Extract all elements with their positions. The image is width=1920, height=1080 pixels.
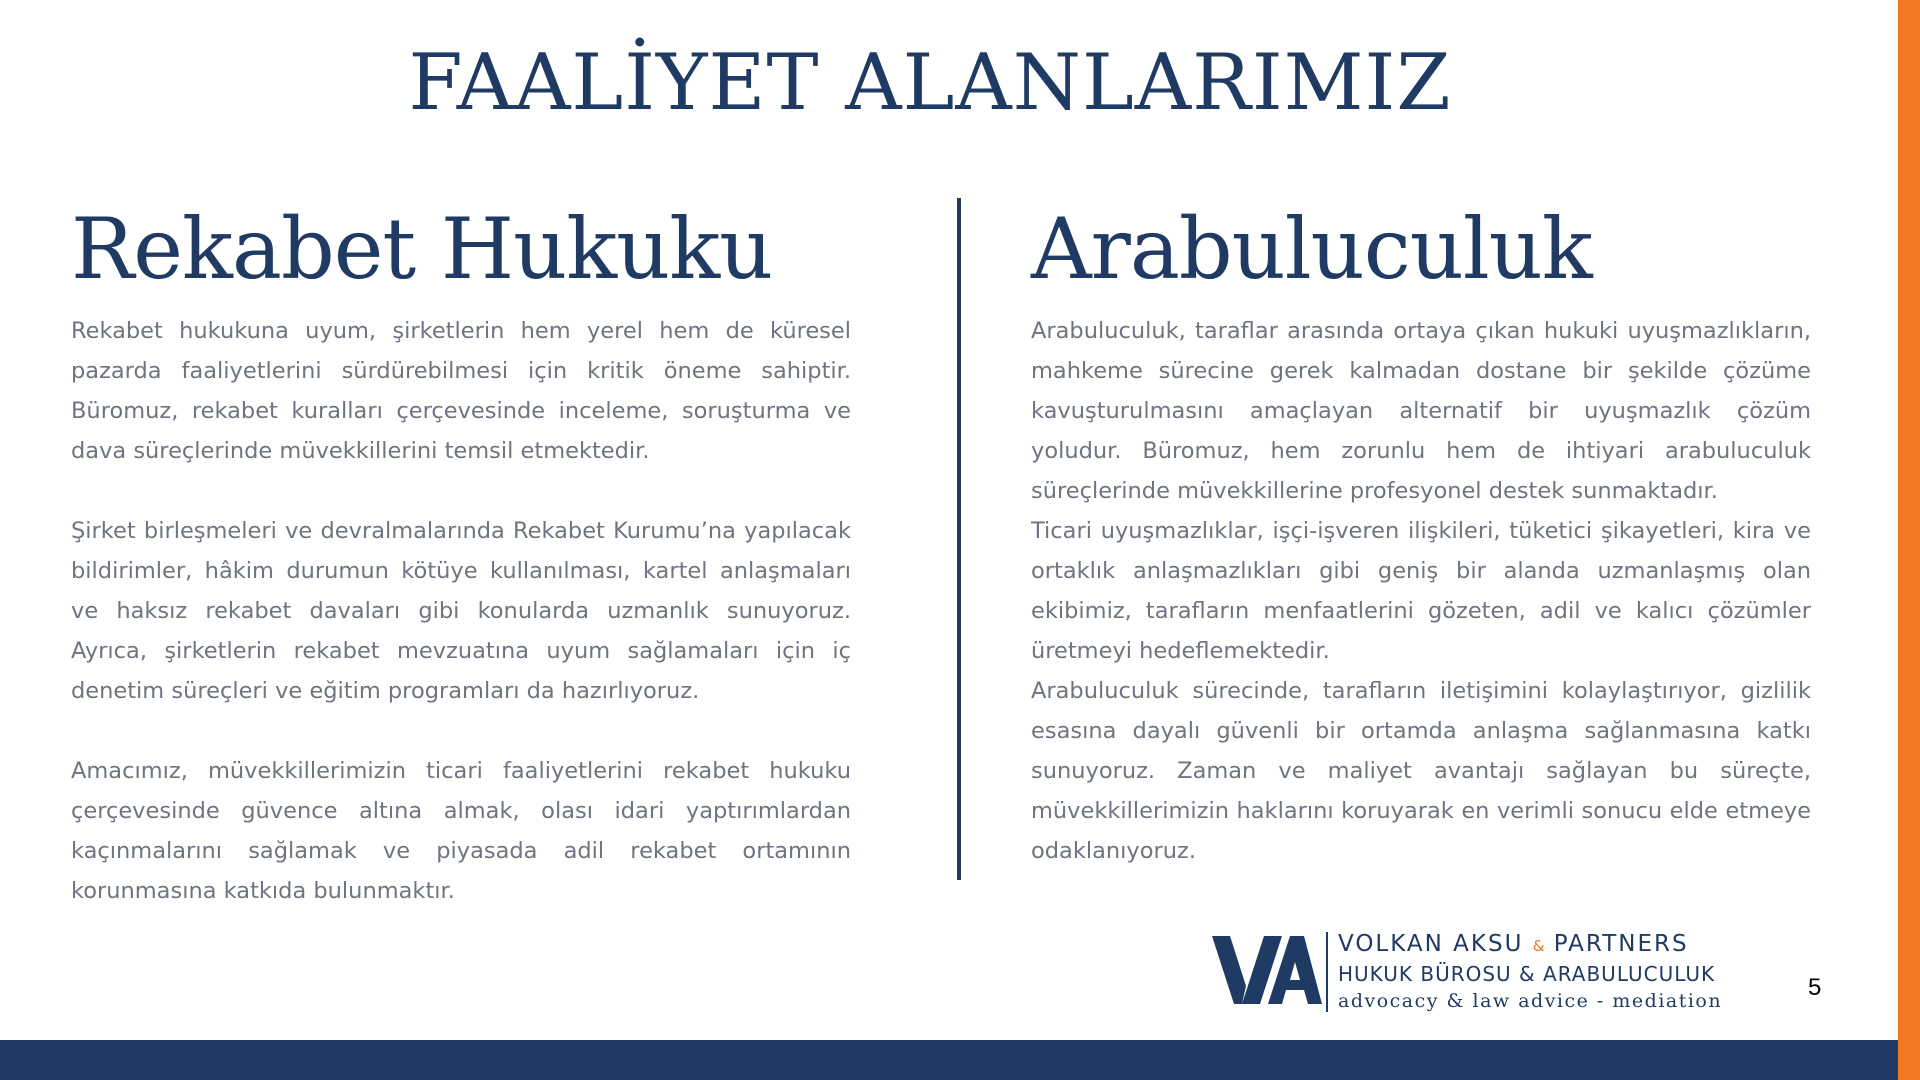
left-paragraph-2: Şirket birleşmeleri ve devralmalarında Rekabet Kurumu’na yapılacak bildirimler, hâkim durumun kötüye kullanılması, kartel anlaşmaları ve haksız rekabet davaları gibi konularda uzmanlık sunuyoruz. Ayrıca, şirketlerin rekabet mevzuatına uyum sağlamaları için iç denetim süreçleri ve eğitim programları da hazırlıyoruz. xyxy=(71,518,851,705)
right-paragraph-3: Arabuluculuk sürecinde, tarafların iletişimini kolaylaştırıyor, gizlilik esasına dayalı güvenli bir ortamda anlaşma sağlanmasına katkı sunuyoruz. Zaman ve maliyet avantajı sağlayan bu süreçte, müvekkillerimizin haklarını koruyarak en verimli sonucu elde etmeye odaklanıyoruz. xyxy=(1031,678,1811,865)
right-column xyxy=(1031,200,1811,871)
logo-tagline: advocacy & law advice - mediation xyxy=(1338,990,1723,1012)
page-number: 5 xyxy=(1808,974,1822,1001)
left-heading: Rekabet Hukuku xyxy=(71,200,773,298)
logo-separator xyxy=(1326,932,1328,1012)
left-column xyxy=(71,200,851,911)
va-monogram-icon xyxy=(1212,934,1322,1006)
logo-subtitle: HUKUK BÜROSU & ARABULUCULUK xyxy=(1338,962,1716,986)
bottom-bar xyxy=(0,1040,1898,1080)
column-divider xyxy=(957,198,961,880)
left-paragraph-1: Rekabet hukukuna uyum, şirketlerin hem yerel hem de küresel pazarda faaliyetlerini sürdürebilmesi için kritik öneme sahiptir. Büromuz, rekabet kuralları çerçevesinde inceleme, soruşturma ve dava süreçlerinde müvekkillerini temsil etmektedir. xyxy=(71,318,851,465)
logo-text xyxy=(1338,930,1738,1014)
logo-name: VOLKAN AKSU xyxy=(1338,931,1524,957)
left-paragraph-3: Amacımız, müvekkillerimizin ticari faaliyetlerini rekabet hukuku çerçevesinde güvence altına almak, olası idari yaptırımlardan kaçınmalarını sağlamak ve piyasada adil rekabet ortamının korunmasına katkıda bulunmaktır. xyxy=(71,758,851,905)
page-title: FAALİYET ALANLARIMIZ xyxy=(408,38,1452,128)
logo-partners: PARTNERS xyxy=(1553,931,1689,957)
right-paragraph-2: Ticari uyuşmazlıklar, işçi-işveren ilişkileri, tüketici şikayetleri, kira ve ortaklık anlaşmazlıkları gibi geniş bir alanda uzmanlaşmış olan ekibimiz, tarafların menfaatlerini gözeten, adil ve kalıcı çözümler üretmeyi hedeflemektedir. xyxy=(1031,518,1811,665)
right-heading: Arabuluculuk xyxy=(1031,200,1592,298)
firm-logo xyxy=(1212,930,1732,1014)
orange-side-bar xyxy=(1898,0,1920,1080)
right-paragraph-1: Arabuluculuk, taraflar arasında ortaya çıkan hukuki uyuşmazlıkların, mahkeme sürecine gerek kalmadan dostane bir şekilde çözüme kavuşturulmasını amaçlayan alternatif bir uyuşmazlık çözüm yoludur. Büromuz, hem zorunlu hem de ihtiyari arabuluculuk süreçlerinde müvekkillerine profesyonel destek sunmaktadır. xyxy=(1031,318,1811,505)
logo-ampersand: & xyxy=(1532,937,1545,955)
logo-firm-name xyxy=(1338,930,1738,960)
